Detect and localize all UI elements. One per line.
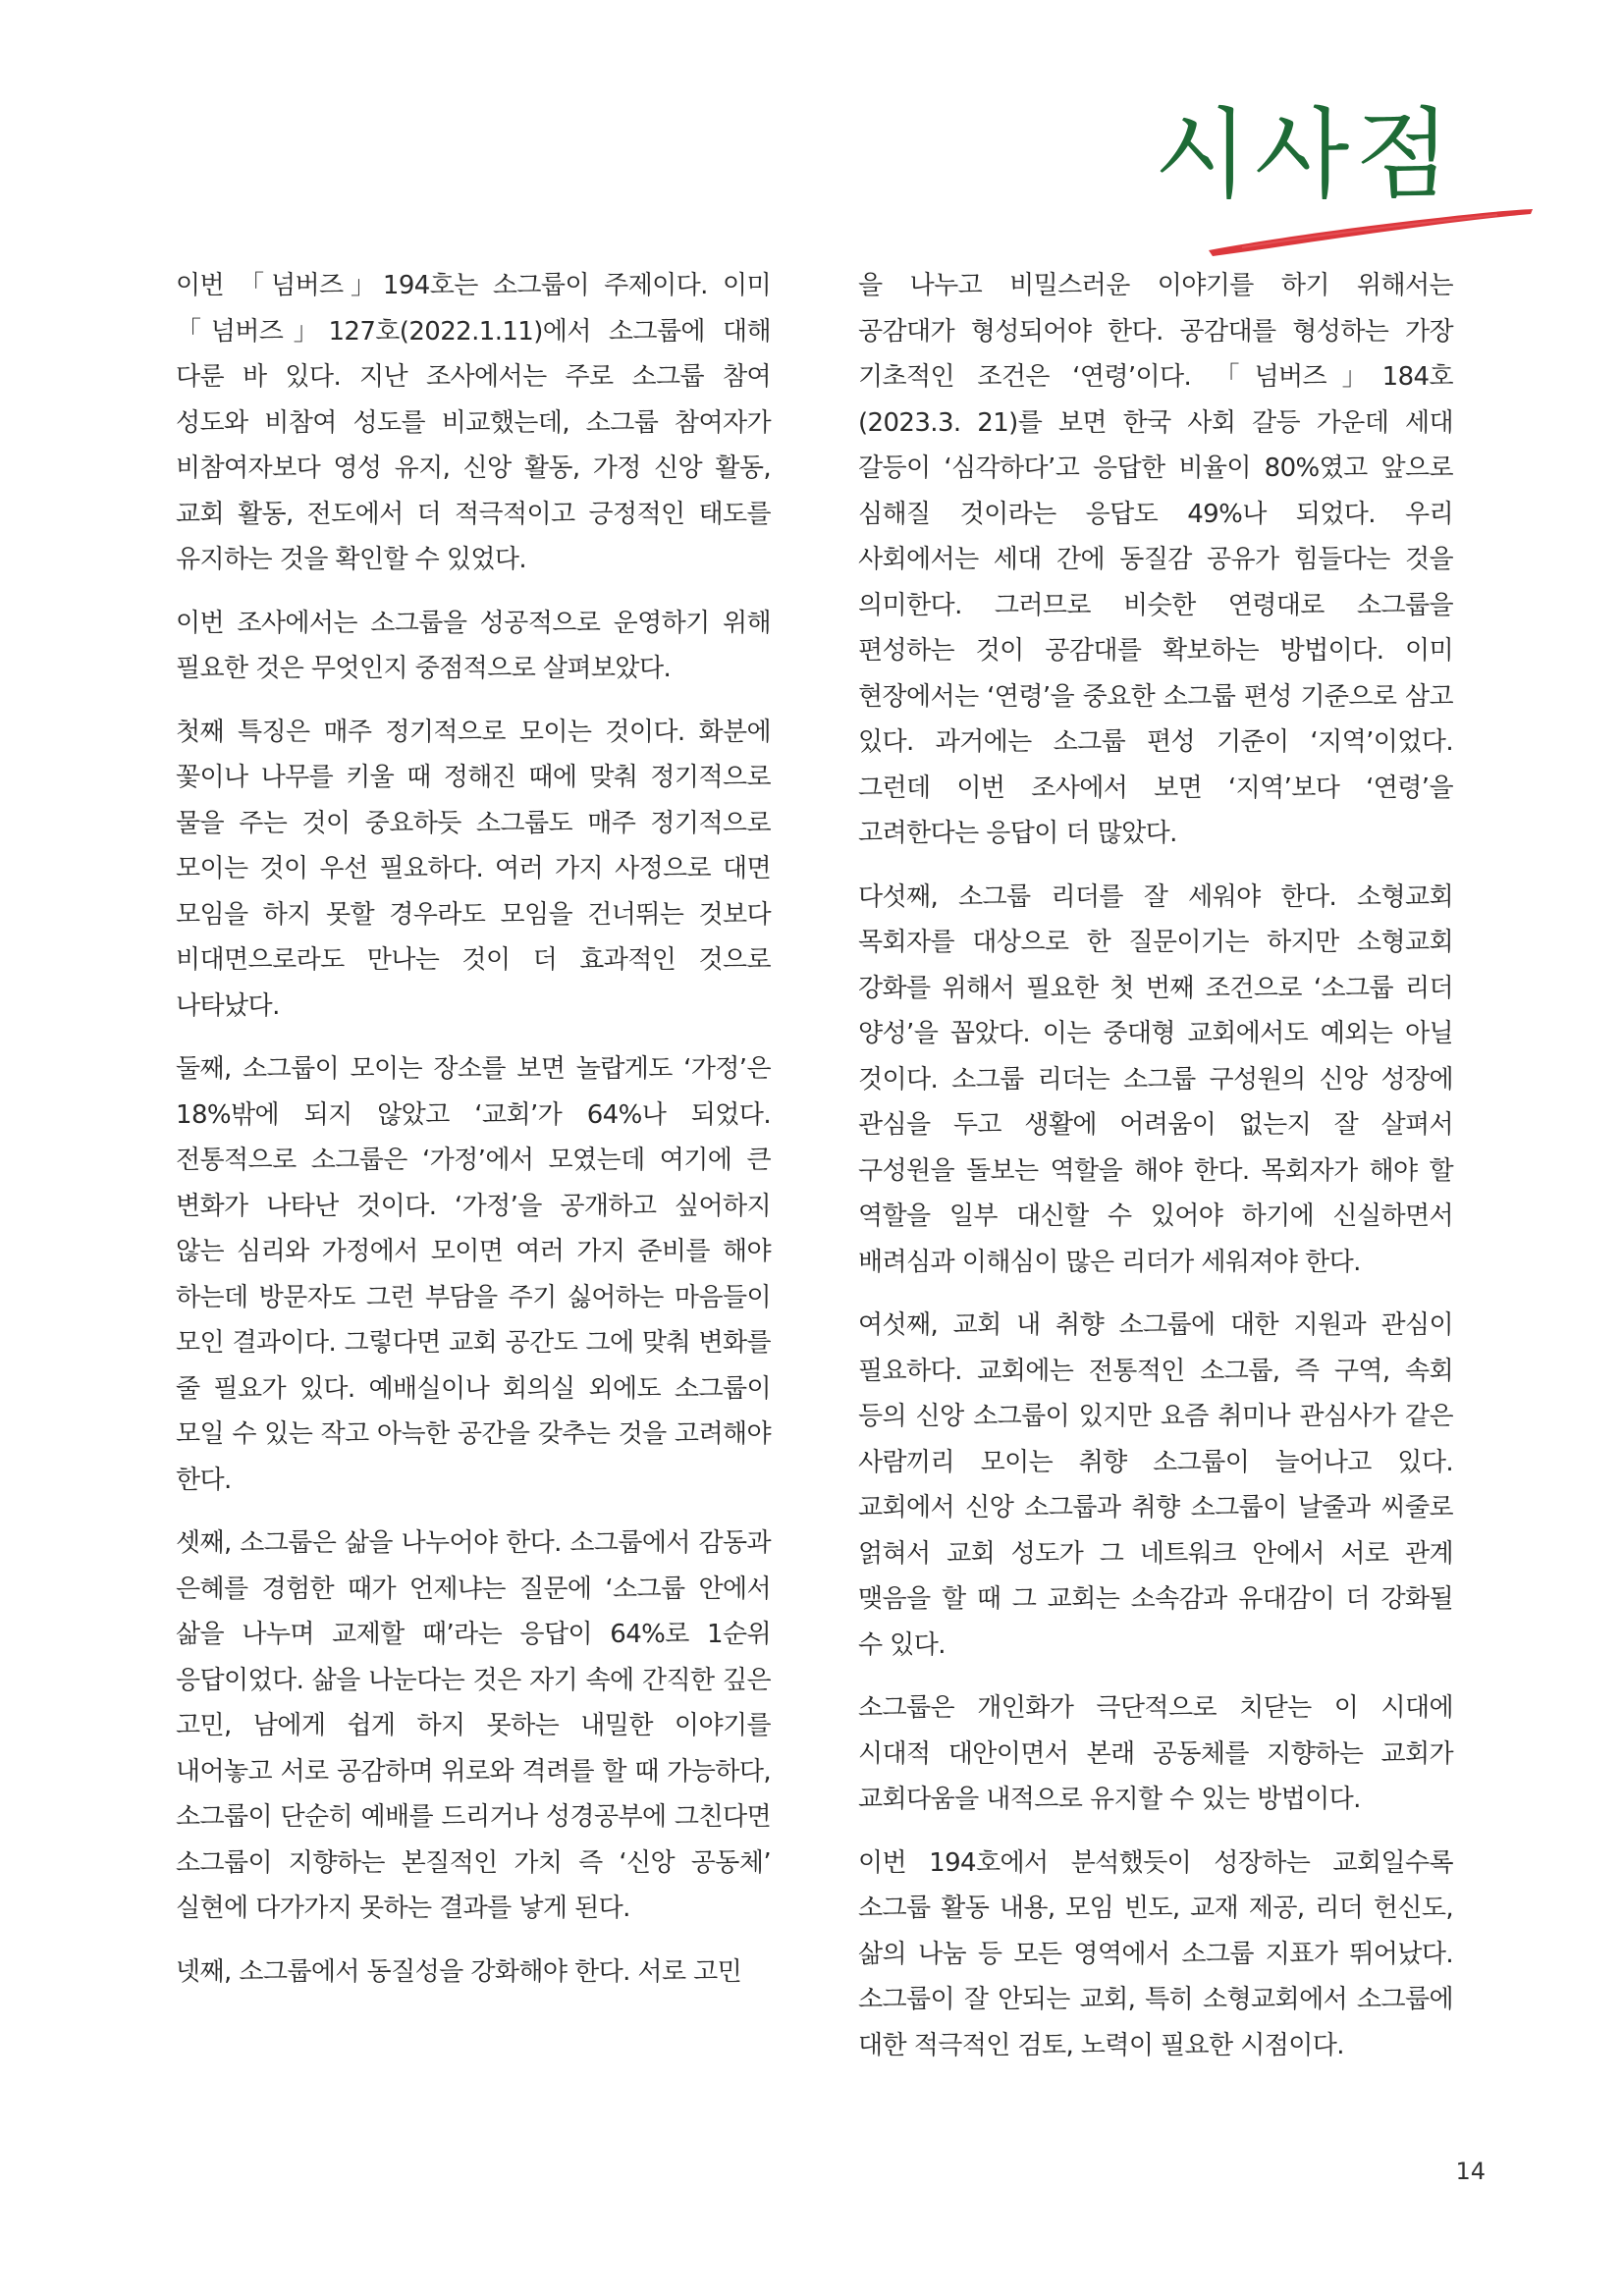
paragraph-third: 셋째, 소그룹은 삶을 나누어야 한다. 소그룹에서 감동과 은혜를 경험한 때가 언제냐는 질문에 ‘소그룹 안에서 삶을 나누며 교제할 때’라는 응답이 64%로 1순위 응답이었다. 삶을 나눈다는 것은 자기 속에 간직한 깊은 고민, 남에게 쉽게 하지 못하는 내밀한 이야기를 내어놓고 서로 공감하며 위로와 격려를 할 때 가능하다, 소그룹이 단순히 예배를 드리거나 성경공부에 그친다면 소그룹이 지향하는 본질적인 가치 즉 ‘신앙 공동체’ 실현에 다가가지 못하는 결과를 낳게 된다. — [176, 1528, 771, 1923]
paragraph-purpose: 이번 조사에서는 소그룹을 성공적으로 운영하기 위해 필요한 것은 무엇인지 중점적으로 살펴보았다. — [176, 608, 771, 683]
brush-stroke-underline — [1203, 201, 1537, 260]
paragraph-sixth: 여섯째, 교회 내 취향 소그룹에 대한 지원과 관심이 필요하다. 교회에는 전통적인 소그룹, 즉 구역, 속회 등의 신앙 소그룹이 있지만 요즘 취미나 관심사가 같은 사람끼리 모이는 취향 소그룹이 늘어나고 있다. 교회에서 신앙 소그룹과 취향 소그룹이 날줄과 씨줄로 얽혀서 교회 성도가 그 네트워크 안에서 서로 관계 맺음을 할 때 그 교회는 소속감과 유대감이 더 강화될 수 있다. — [858, 1310, 1453, 1660]
left-column — [176, 263, 771, 2012]
paragraph-first: 첫째 특징은 매주 정기적으로 모이는 것이다. 화분에 꽃이나 나무를 키울 때 정해진 때에 맞춰 정기적으로 물을 주는 것이 중요하듯 소그룹도 매주 정기적으로 모이는 것이 우선 필요하다. 여러 가지 사정으로 대면 모임을 하지 못할 경우라도 모임을 건너뛰는 것보다 비대면으로라도 만나는 것이 더 효과적인 것으로 나타났다. — [176, 717, 771, 1021]
page-title: 시사점 — [1154, 97, 1456, 212]
paragraph-closing: 이번 194호에서 분석했듯이 성장하는 교회일수록 소그룹 활동 내용, 모임 빈도, 교재 제공, 리더 헌신도, 삶의 나눔 등 모든 영역에서 소그룹 지표가 뛰어났다. 소그룹이 잘 안되는 교회, 특히 소형교회에서 소그룹에 대한 적극적인 검토, 노력이 필요한 시점이다. — [858, 1847, 1453, 2060]
paragraph-fifth: 다섯째, 소그룹 리더를 잘 세워야 한다. 소형교회 목회자를 대상으로 한 질문이기는 하지만 소형교회 강화를 위해서 필요한 첫 번째 조건으로 ‘소그룹 리더 양성’을 꼽았다. 이는 중대형 교회에서도 예외는 아닐 것이다. 소그룹 리더는 소그룹 구성원의 신앙 성장에 관심을 두고 생활에 어려움이 없는지 잘 살펴서 구성원을 돌보는 역할을 해야 한다. 목회자가 해야 할 역할을 일부 대신할 수 있어야 하기에 신실하면서 배려심과 이해심이 많은 리더가 세워져야 한다. — [858, 881, 1453, 1277]
paragraph-conclusion: 소그룹은 개인화가 극단적으로 치닫는 이 시대에 시대적 대안이면서 본래 공동체를 지향하는 교회가 교회다움을 내적으로 유지할 수 있는 방법이다. — [858, 1693, 1453, 1814]
paragraph-fourth-start: 넷째, 소그룹에서 동질성을 강화해야 한다. 서로 고민 — [176, 1956, 742, 1987]
paragraph-fourth-continued: 을 나누고 비밀스러운 이야기를 하기 위해서는 공감대가 형성되어야 한다. 공감대를 형성하는 가장 기초적인 조건은 ‘연령’이다. 「넘버즈」184호(2023.3. 21)를 보면 한국 사회 갈등 가운데 세대 갈등이 ‘심각하다’고 응답한 비율이 80%였고 앞으로 심해질 것이라는 응답도 49%나 되었다. 우리 사회에서는 세대 간에 동질감 공유가 힘들다는 것을 의미한다. 그러므로 비슷한 연령대로 소그룹을 편성하는 것이 공감대를 확보하는 방법이다. 이미 현장에서는 ‘연령’을 중요한 소그룹 편성 기준으로 삼고 있다. 과거에는 소그룹 편성 기준이 ‘지역’이었다. 그런데 이번 조사에서 보면 ‘지역’보다 ‘연령’을 고려한다는 응답이 더 많았다. — [858, 271, 1453, 848]
paragraph-second: 둘째, 소그룹이 모이는 장소를 보면 놀랍게도 ‘가정’은 18%밖에 되지 않았고 ‘교회’가 64%나 되었다. 전통적으로 소그룹은 ‘가정’에서 모였는데 여기에 큰 변화가 나타난 것이다. ‘가정’을 공개하고 싶어하지 않는 심리와 가정에서 모이면 여러 가지 준비를 해야 하는데 방문자도 그런 부담을 주기 싫어하는 마음들이 모인 결과이다. 그렇다면 교회 공간도 그에 맞춰 변화를 줄 필요가 있다. 예배실이나 회의실 외에도 소그룹이 모일 수 있는 작고 아늑한 공간을 갖추는 것을 고려해야 한다. — [176, 1054, 771, 1495]
page-number: 14 — [1455, 2158, 1486, 2185]
paragraph-intro: 이번 「넘버즈」194호는 소그룹이 주제이다. 이미 「넘버즈」127호(2022.1.11)에서 소그룹에 대해 다룬 바 있다. 지난 조사에서는 주로 소그룹 참여 성도와 비참여 성도를 비교했는데, 소그룹 참여자가 비참여자보다 영성 유지, 신앙 활동, 가정 신앙 활동, 교회 활동, 전도에서 더 적극적이고 긍정적인 태도를 유지하는 것을 확인할 수 있었다. — [176, 271, 771, 574]
right-column — [858, 263, 1453, 2086]
